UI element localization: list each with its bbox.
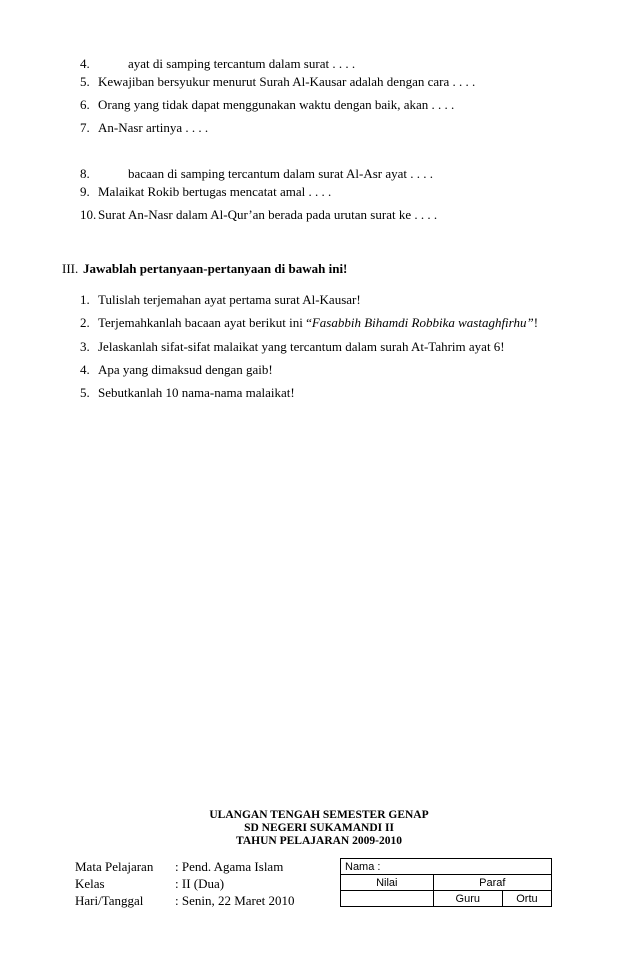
section-heading: Jawablah pertanyaan-pertanyaan di bawah ini! — [83, 261, 348, 276]
info-label-date: Hari/Tanggal — [75, 893, 144, 908]
info-value-class: : II (Dua) — [175, 876, 225, 891]
school-name: SD NEGERI SUKAMANDI II — [244, 822, 394, 834]
essay-question: Jelaskanlah sifat-sifat malaikat yang tercantum dalam surah At-Tahrim ayat 6! — [98, 339, 505, 354]
item-number: 5. — [80, 385, 90, 400]
item-number: 9. — [80, 184, 90, 199]
question-text: bacaan di samping tercantum dalam surat Al-Asr ayat . . . . — [128, 166, 434, 181]
score-cell[interactable] — [341, 891, 434, 907]
academic-year: TAHUN PELAJARAN 2009-2010 — [236, 835, 402, 847]
info-label-class: Kelas — [75, 876, 105, 891]
essay-question-end: ! — [533, 315, 539, 330]
info-value-date: : Senin, 22 Maret 2010 — [175, 893, 295, 908]
question-text: Surat An-Nasr dalam Al-Qur’an berada pada urutan surat ke . . . . — [98, 207, 438, 222]
exam-title: ULANGAN TENGAH SEMESTER GENAP — [209, 809, 429, 821]
item-number: 2. — [80, 315, 90, 330]
item-number: 4. — [80, 56, 90, 71]
item-number: 5. — [80, 74, 90, 89]
info-label-subject: Mata Pelajaran — [75, 859, 154, 874]
student-info-box — [340, 858, 552, 907]
item-number: 8. — [80, 166, 90, 181]
essay-question: Apa yang dimaksud dengan gaib! — [98, 362, 273, 377]
info-value-subject: : Pend. Agama Islam — [175, 859, 284, 874]
question-text: ayat di samping tercantum dalam surat . . . . — [128, 56, 356, 71]
item-number: 1. — [80, 292, 90, 307]
essay-question-text: Terjemahkanlah bacaan ayat berikut ini “ — [98, 315, 312, 330]
essay-question: Tulislah terjemahan ayat pertama surat Al-Kausar! — [98, 292, 361, 307]
item-number: 7. — [80, 120, 90, 135]
name-field[interactable]: Nama : — [341, 859, 552, 875]
question-text: An-Nasr artinya . . . . — [98, 120, 209, 135]
teacher-signature-label: Guru — [433, 891, 502, 907]
question-text: Orang yang tidak dapat menggunakan waktu dengan baik, akan . . . . — [98, 97, 455, 112]
score-header: Nilai — [341, 875, 434, 891]
parent-signature-label: Ortu — [502, 891, 551, 907]
item-number: 4. — [80, 362, 90, 377]
item-number: 6. — [80, 97, 90, 112]
signature-header: Paraf — [433, 875, 551, 891]
arabic-phrase: Fasabbih Bihamdi Robbika wastaghfirhu” — [311, 315, 534, 330]
essay-question: Sebutkanlah 10 nama-nama malaikat! — [98, 385, 295, 400]
item-number: 10. — [80, 207, 97, 222]
essay-question — [98, 315, 538, 331]
question-text: Kewajiban bersyukur menurut Surah Al-Kausar adalah dengan cara . . . . — [98, 74, 476, 89]
question-text: Malaikat Rokib bertugas mencatat amal . . . . — [98, 184, 332, 199]
item-number: 3. — [80, 339, 90, 354]
section-number: III. — [62, 261, 79, 276]
